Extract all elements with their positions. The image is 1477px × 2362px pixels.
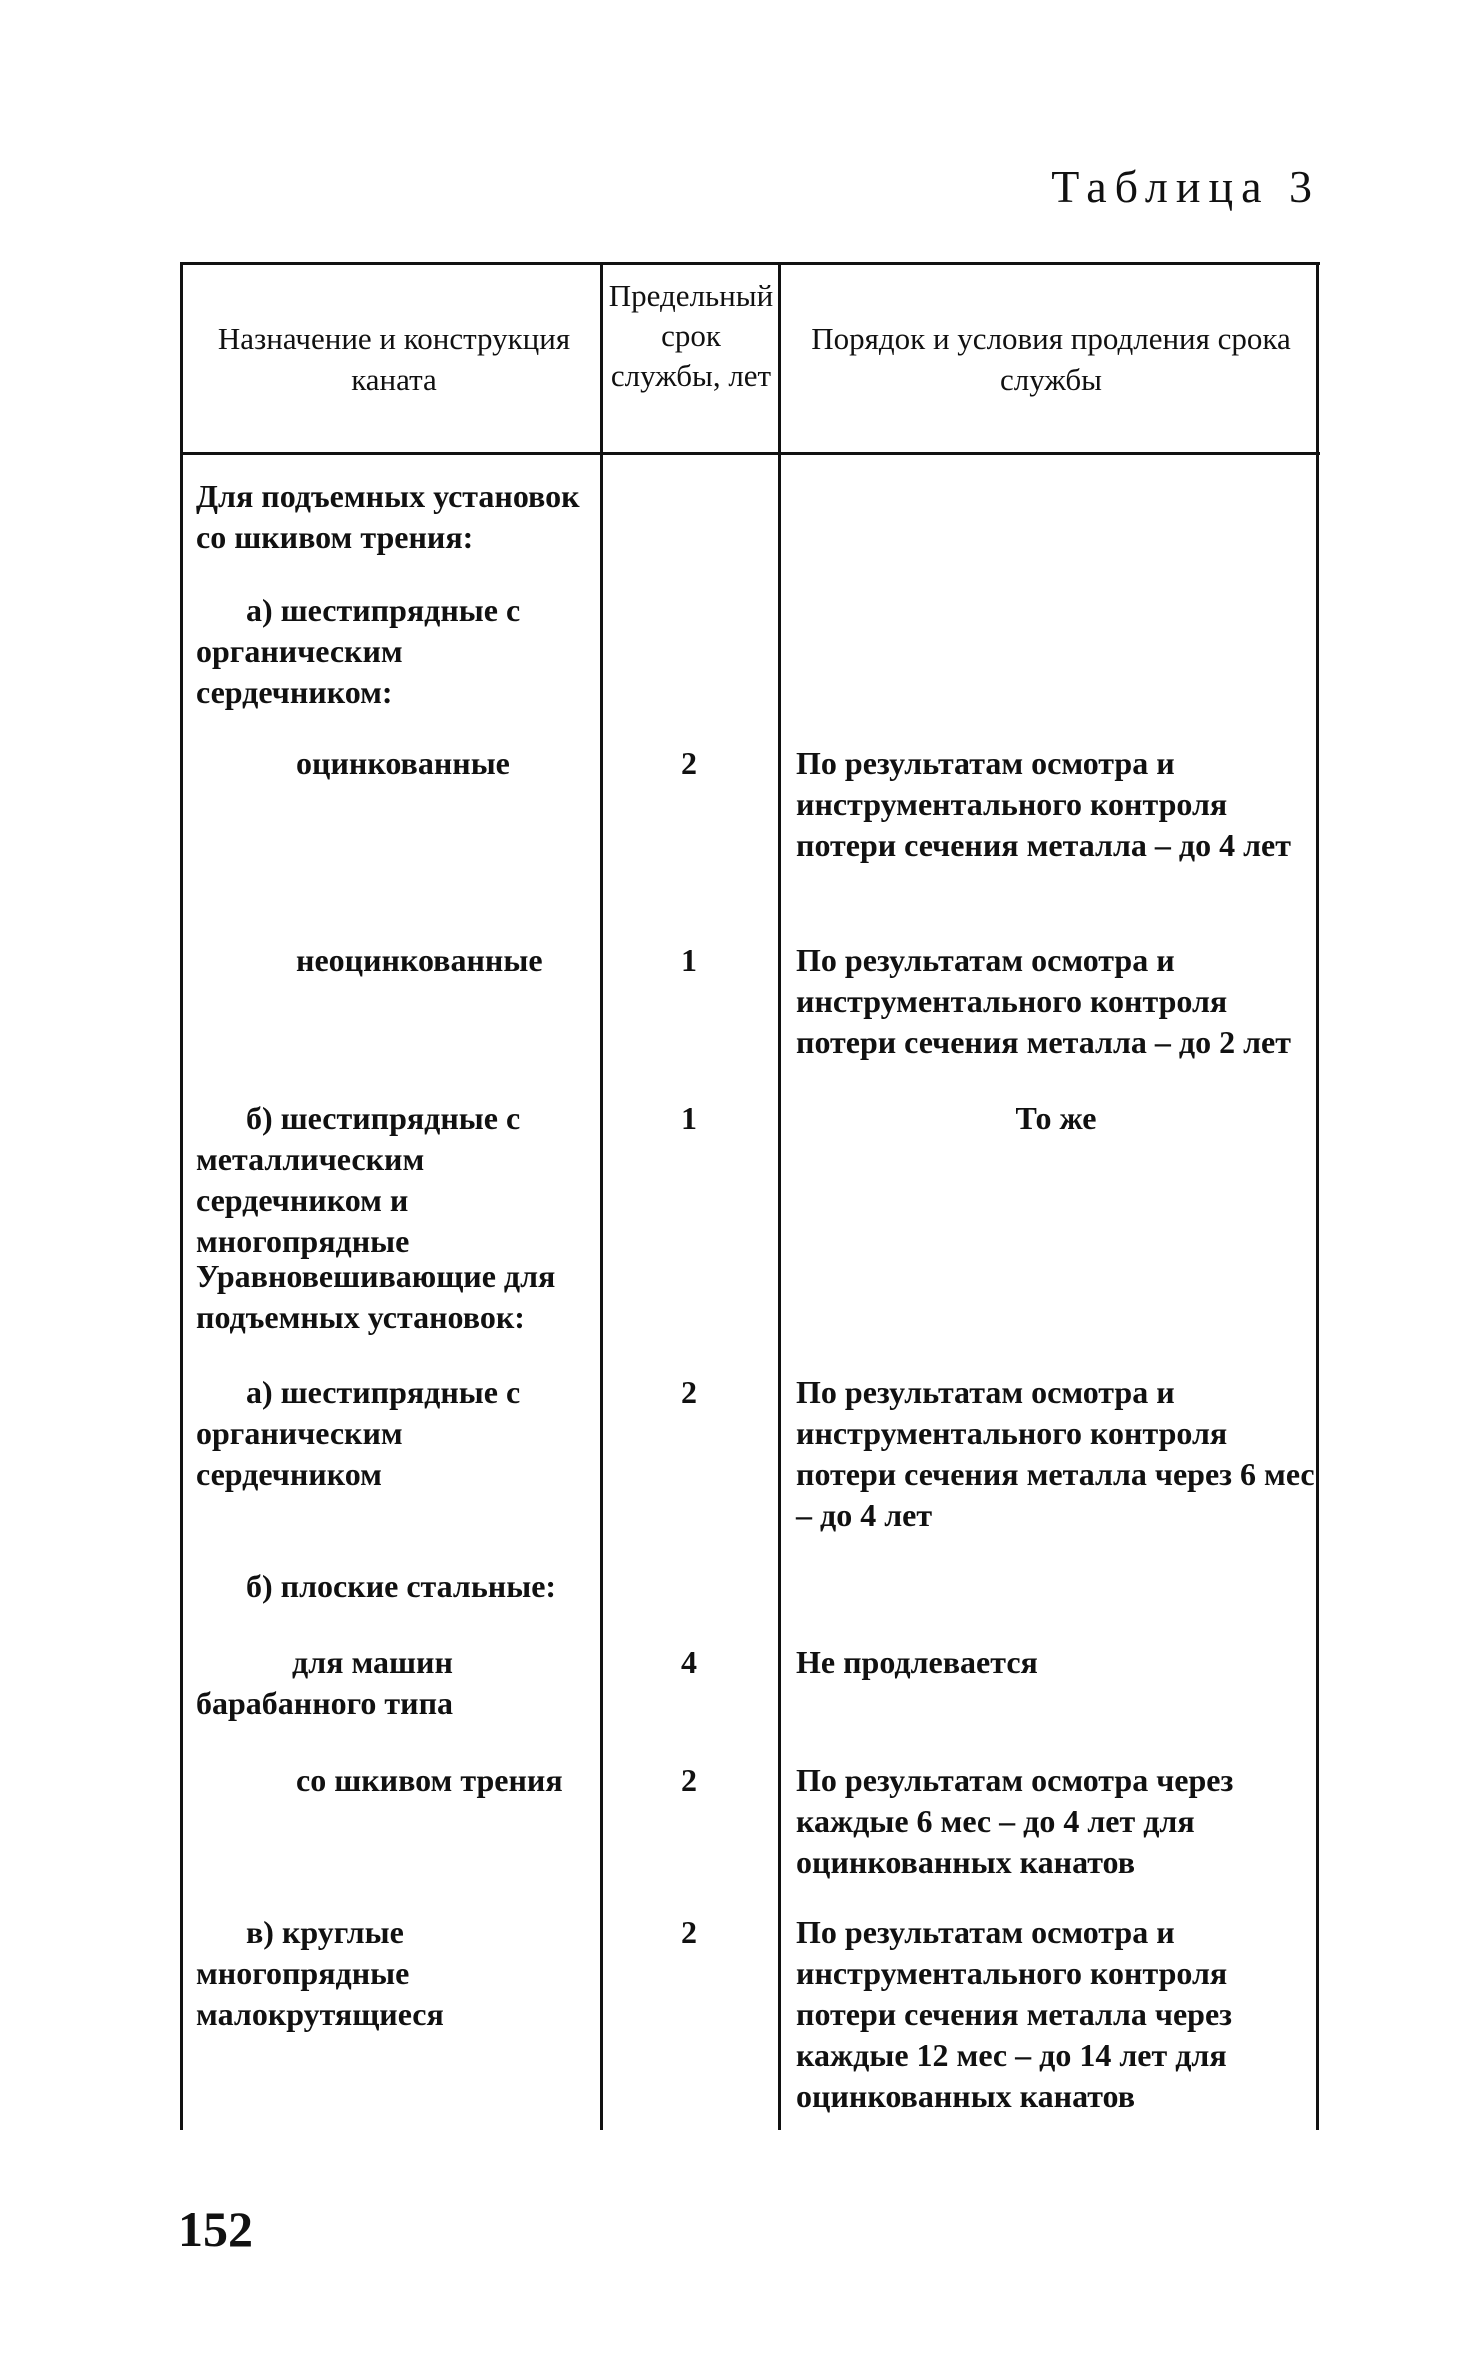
table-top-border bbox=[180, 262, 1320, 265]
row-purpose: для машин барабанного типа bbox=[196, 1644, 453, 1721]
row-term: 4 bbox=[681, 1644, 697, 1680]
table-right-border bbox=[1316, 262, 1319, 2130]
row-conditions: По результатам осмотра и инструментального контроля потери сечения металла через каждые 12 мес – до 14 лет для оцинкованных канатов bbox=[796, 1914, 1233, 2114]
row-purpose: а) шестипрядные с органическим сердечником bbox=[196, 1374, 521, 1492]
table-title: Таблица 3 bbox=[1051, 161, 1320, 212]
column-divider-1 bbox=[600, 262, 603, 2130]
row-conditions: То же bbox=[1015, 1100, 1097, 1136]
row-term: 1 bbox=[681, 942, 697, 978]
row-conditions: По результатам осмотра через каждые 6 мес – до 4 лет для оцинкованных канатов bbox=[796, 1762, 1234, 1880]
table-left-border bbox=[180, 262, 183, 2130]
header-term: Предельный срок службы, лет bbox=[608, 278, 774, 393]
row-term: 1 bbox=[681, 1100, 697, 1136]
row-purpose: в) круглые многопрядные малокрутящиеся bbox=[196, 1914, 444, 2032]
header-bottom-border bbox=[180, 452, 1320, 455]
row-conditions: По результатам осмотра и инструментального контроля потери сечения металла через 6 мес – до 4 лет bbox=[796, 1374, 1315, 1533]
row-purpose: оцинкованные bbox=[296, 745, 510, 781]
row-purpose: со шкивом трения bbox=[296, 1762, 563, 1798]
row-term: 2 bbox=[681, 1914, 697, 1950]
column-divider-2 bbox=[778, 262, 781, 2130]
header-purpose: Назначение и конструкция каната bbox=[217, 321, 571, 397]
row-purpose: б) шестипрядные с металлическим сердечником и многопрядные bbox=[196, 1100, 521, 1259]
row-purpose: Для подъемных установок со шкивом трения: bbox=[196, 478, 580, 555]
row-term: 2 bbox=[681, 1762, 697, 1798]
row-purpose: неоцинкованные bbox=[296, 942, 543, 978]
page-number: 152 bbox=[178, 2201, 253, 2257]
header-conditions: Порядок и условия продления срока службы bbox=[811, 321, 1291, 397]
row-term: 2 bbox=[681, 1374, 697, 1410]
row-purpose: б) плоские стальные: bbox=[246, 1568, 557, 1604]
row-conditions: По результатам осмотра и инструментального контроля потери сечения металла – до 2 лет bbox=[796, 942, 1291, 1060]
row-conditions: По результатам осмотра и инструментального контроля потери сечения металла – до 4 лет bbox=[796, 745, 1291, 863]
row-purpose: а) шестипрядные с органическим сердечником: bbox=[196, 592, 521, 710]
row-purpose: Уравновешивающие для подъемных установок: bbox=[196, 1258, 556, 1335]
row-conditions: Не продлевается bbox=[796, 1644, 1038, 1680]
row-term: 2 bbox=[681, 745, 697, 781]
